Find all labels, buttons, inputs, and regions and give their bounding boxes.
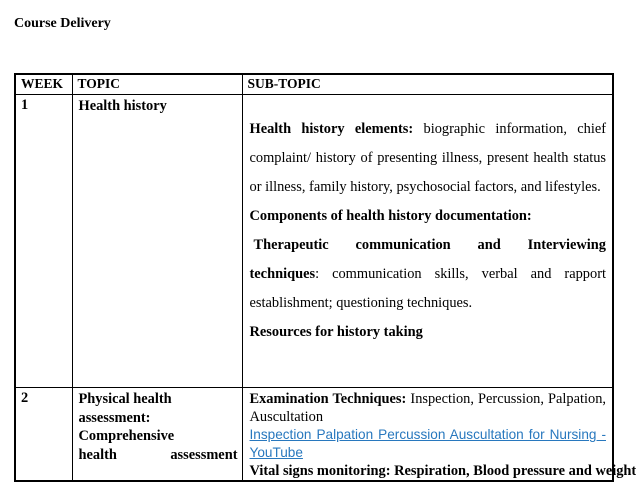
subtopic-cell [242,95,613,388]
week-cell: 2 [15,388,72,482]
paragraph-examination-techniques [250,390,607,426]
health-history-elements-label: Health history elements: [249,121,414,137]
youtube-video-link[interactable]: Inspection Palpation Percussion Auscultation for Nursing - YouTube [249,427,606,461]
examination-techniques-label: Examination Techniques: [249,391,407,407]
topic-cell [72,388,242,482]
col-header-week: WEEK [15,74,72,95]
subtopic-cell [242,388,636,482]
table-row-week-2 [15,388,613,482]
therapeutic-text: : communication skills, verbal and rapport establishment; questioning techniques. [249,266,606,311]
paragraph-health-history-elements [250,115,607,202]
health-history-elements-text: biographic information, chief complaint/ history of presenting illness, present health status or illness, family history, psychosocial factors, and lifestyles. [249,121,606,195]
topic-line: health assessment [78,446,238,463]
col-header-topic: TOPIC [72,74,242,95]
paragraph-therapeutic [250,231,607,318]
table-row-week-1 [15,95,613,388]
page-title: Course Delivery [14,16,111,31]
course-delivery-table [14,73,636,482]
topic-line: Comprehensive [78,428,175,444]
week-cell: 1 [15,95,72,388]
paragraph-components-heading: Components of health history documentation: [249,208,532,224]
paragraph-vital-signs-clipped: Vital signs monitoring: Respiration, Blood pressure and weight [249,463,636,480]
topic-line: Physical health [78,391,172,407]
examination-techniques-text: Inspection, Percussion, Palpation, Auscultation [249,391,607,426]
col-header-subtopic: SUB-TOPIC [242,74,613,95]
paragraph-resources-heading: Resources for history taking [249,324,423,340]
topic-cell: Health history [72,95,242,388]
table-header-row [15,74,613,95]
topic-line: assessment: [78,409,151,426]
therapeutic-label: Therapeutic communication and Interviewing techniques [249,237,606,282]
